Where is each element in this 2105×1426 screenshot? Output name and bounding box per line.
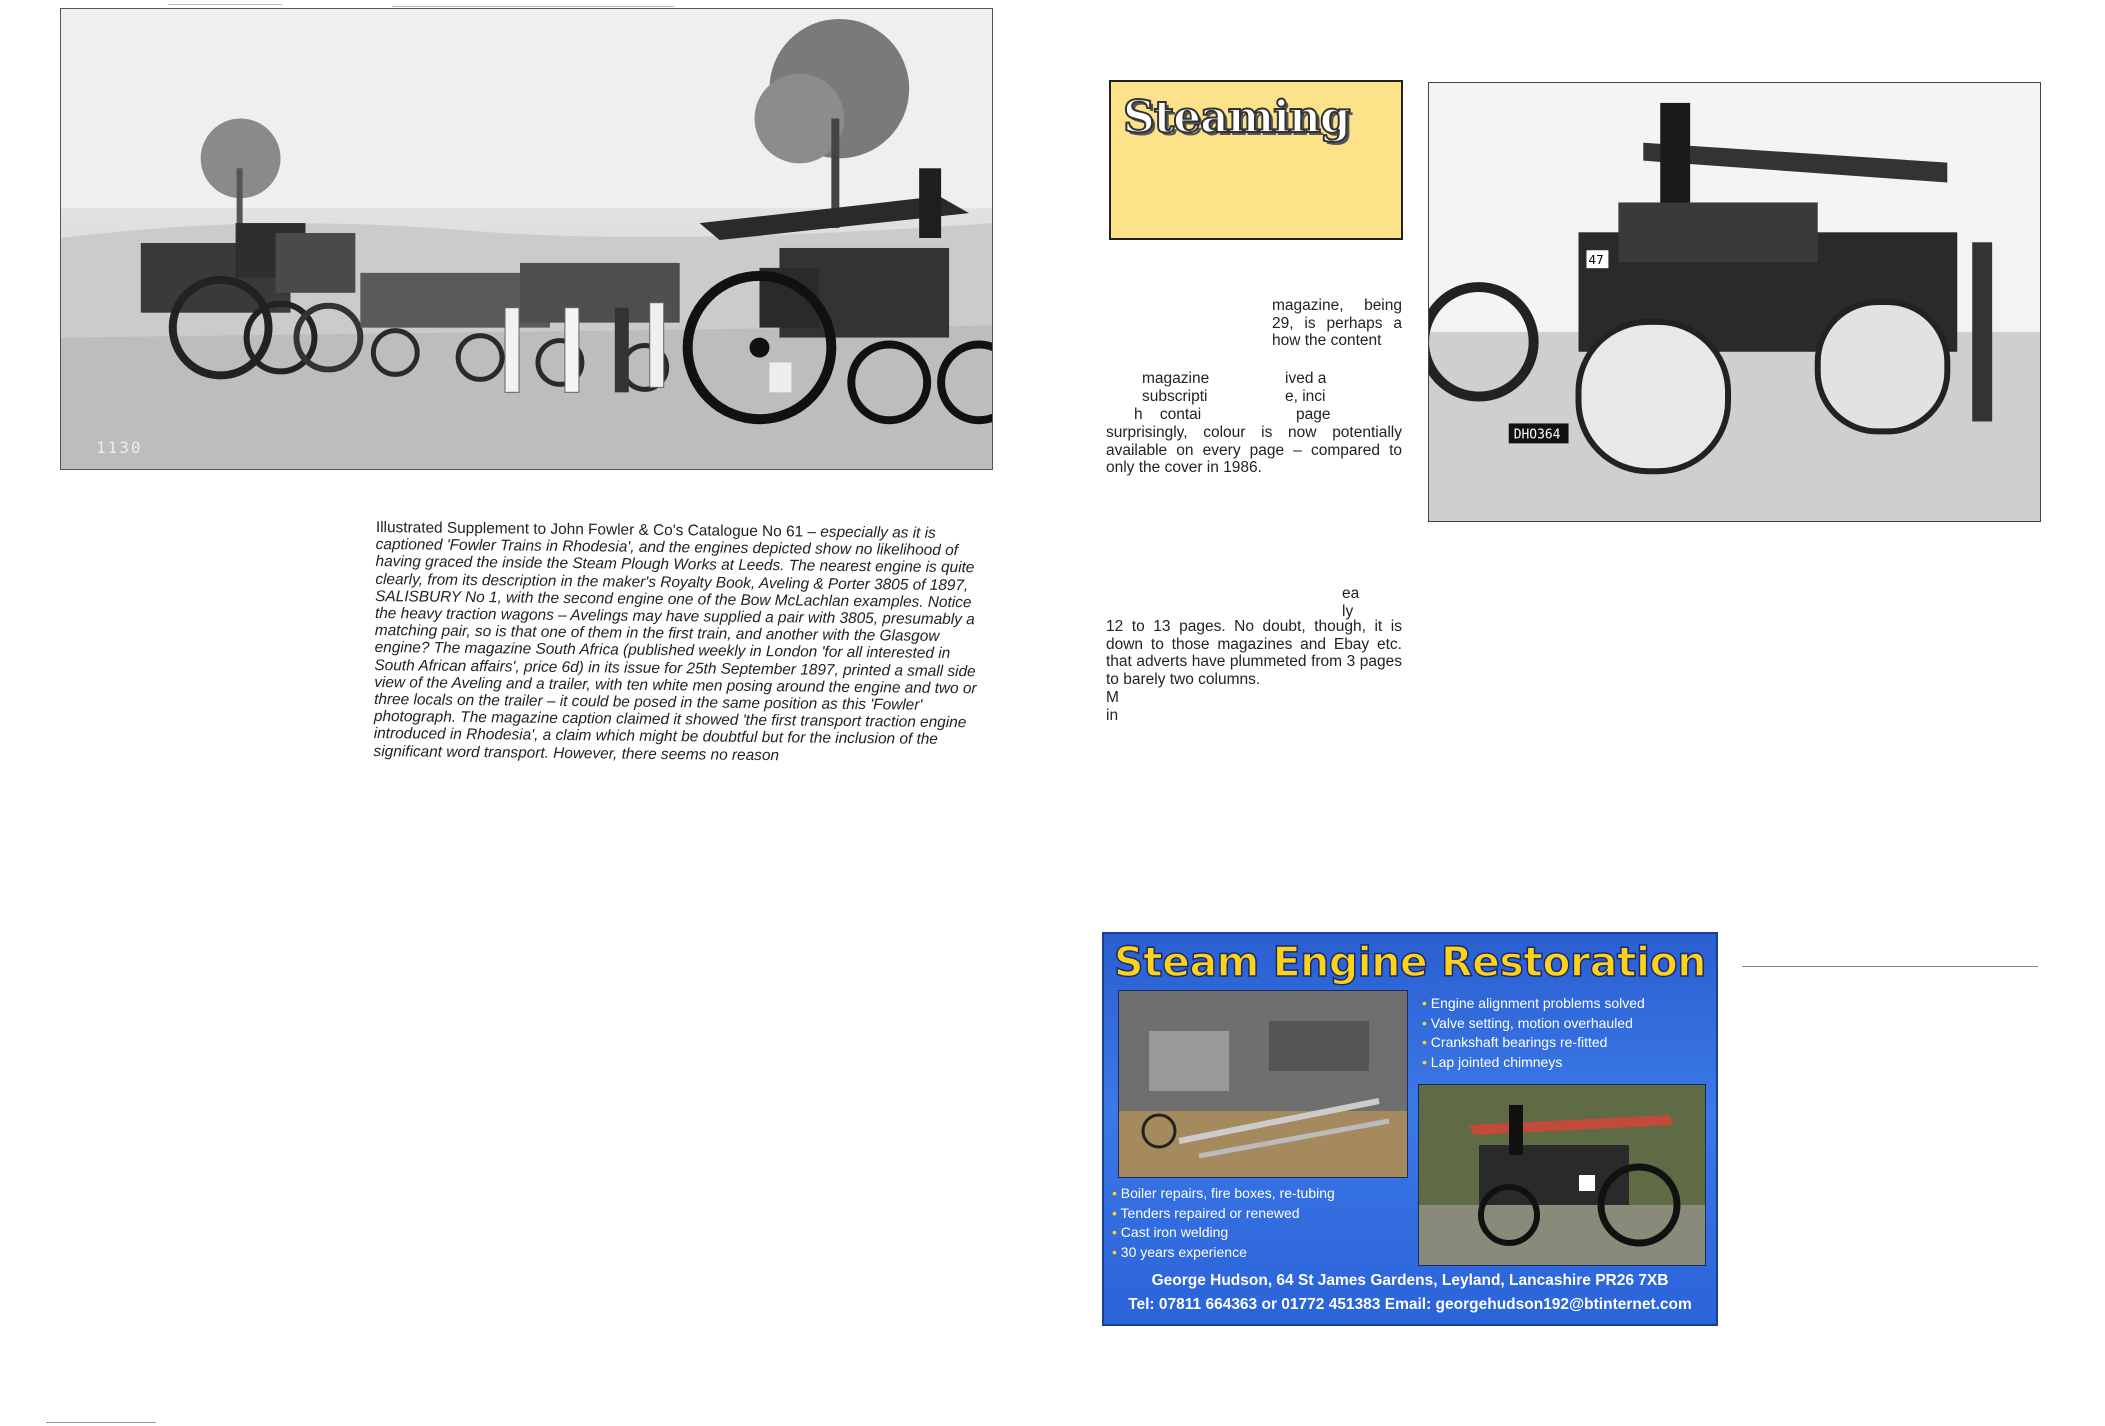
advert-contact: Tel: 07811 664363 or 01772 451383 Email: georgehudson192@btinternet.com	[1128, 1296, 1692, 1313]
advert-service-item: • Boiler repairs, fire boxes, re-tubing	[1112, 1184, 1335, 1204]
article-fragment: h contai	[1134, 406, 1202, 423]
traction-engine-train-illustration	[61, 9, 992, 469]
article-fragment: page	[1296, 406, 1331, 423]
article-fragment: M	[1106, 689, 1119, 706]
top-rule-2	[392, 6, 674, 7]
engine-parts-photo	[1118, 990, 1408, 1178]
advert-services-list-right	[1422, 994, 1645, 1072]
advert-service-item: • Tenders repaired or renewed	[1112, 1204, 1335, 1224]
advert-service-item: • Engine alignment problems solved	[1422, 994, 1645, 1014]
photo-caption	[373, 519, 985, 766]
caption-lead: Illustrated Supplement to John Fowler & Co's Catalogue No 61 –	[375, 519, 821, 541]
steam-engine-restoration-advert	[1102, 932, 1718, 1326]
advert-services-list-left	[1112, 1184, 1335, 1262]
advert-address: George Hudson, 64 St James Gardens, Leyland, Lancashire PR26 7XB	[1151, 1272, 1669, 1289]
photo-number: 1130	[96, 438, 143, 457]
engine-parts-illustration	[1119, 991, 1407, 1177]
article-fragment: e, inci	[1285, 388, 1326, 405]
caption-body: especially as it is captioned 'Fowler Trains in Rhodesia', and the engines depicted show no likelihood of having graced the inside the Steam Plough Works at Leeds. The nearest engine is quite clearly, from its description in the maker's Royalty Book, Aveling & Porter 3805 of 1897, SALISBURY No 1, with the second engine one of the Bow McLachlan examples. Notice the heavy traction wagons – Avelings may have supplied a pair with 3805, presumably a matching pair, so is that one of them in the first train, and another with the Glasgow engine? The magazine South Africa (published weekly in London 'for all interested in South African affairs', price 6d) in its issue for 25th September 1897, printed a small side view of the Aveling and a trailer, with ten white men posing around the engine and two or three locals on the trailer – it could be posed in the same position as this 'Fowler' photograph. The magazine caption claimed it showed 'the first transport traction engine introduced in Rhodesia', a claim which might be doubtful but for the inclusion of the significant word transport. However, there seems no reason	[373, 523, 977, 764]
top-rule-1	[168, 4, 282, 5]
engine-number: 47	[1588, 253, 1604, 268]
advert-service-item: • Valve setting, motion overhauled	[1422, 1014, 1645, 1034]
article-paragraph-1: magazine, being 29, is perhaps a how the content	[1272, 297, 1402, 349]
article-paragraph-2: surprisingly, colour is now potentially available on every page – compared to only the cover in 1986.	[1106, 424, 1402, 476]
steam-roller-illustration	[1429, 83, 2040, 521]
bottom-rule	[46, 1422, 156, 1423]
side-rule	[1742, 966, 2038, 967]
traction-engine-train-photo	[60, 8, 993, 470]
traction-engine-photo	[1418, 1084, 1706, 1266]
article-fragment: ea	[1342, 585, 1360, 602]
number-plate: DHO364	[1513, 427, 1561, 443]
article-fragment: magazine	[1142, 370, 1210, 387]
traction-engine-illustration	[1419, 1085, 1705, 1265]
article-fragment: subscripti	[1142, 388, 1208, 405]
advert-service-item: • Crankshaft bearings re-fitted	[1422, 1033, 1645, 1053]
advert-service-item: • 30 years experience	[1112, 1243, 1335, 1263]
steaming-magazine-box	[1109, 80, 1403, 240]
article-paragraph-3: 12 to 13 pages. No doubt, though, it is down to those magazines and Ebay etc. that adverts have plummeted from 3 pages to barely two columns.	[1106, 618, 1402, 688]
article-fragment: in	[1106, 707, 1119, 724]
article-fragment: ly	[1342, 603, 1354, 620]
article-fragment: ived a	[1285, 370, 1327, 387]
advert-title: Steam Engine Restoration	[1114, 938, 1706, 986]
steam-roller-photo	[1428, 82, 2041, 522]
advert-service-item: • Cast iron welding	[1112, 1223, 1335, 1243]
steaming-logo: Steaming	[1123, 92, 1350, 143]
advert-service-item: • Lap jointed chimneys	[1422, 1053, 1645, 1073]
